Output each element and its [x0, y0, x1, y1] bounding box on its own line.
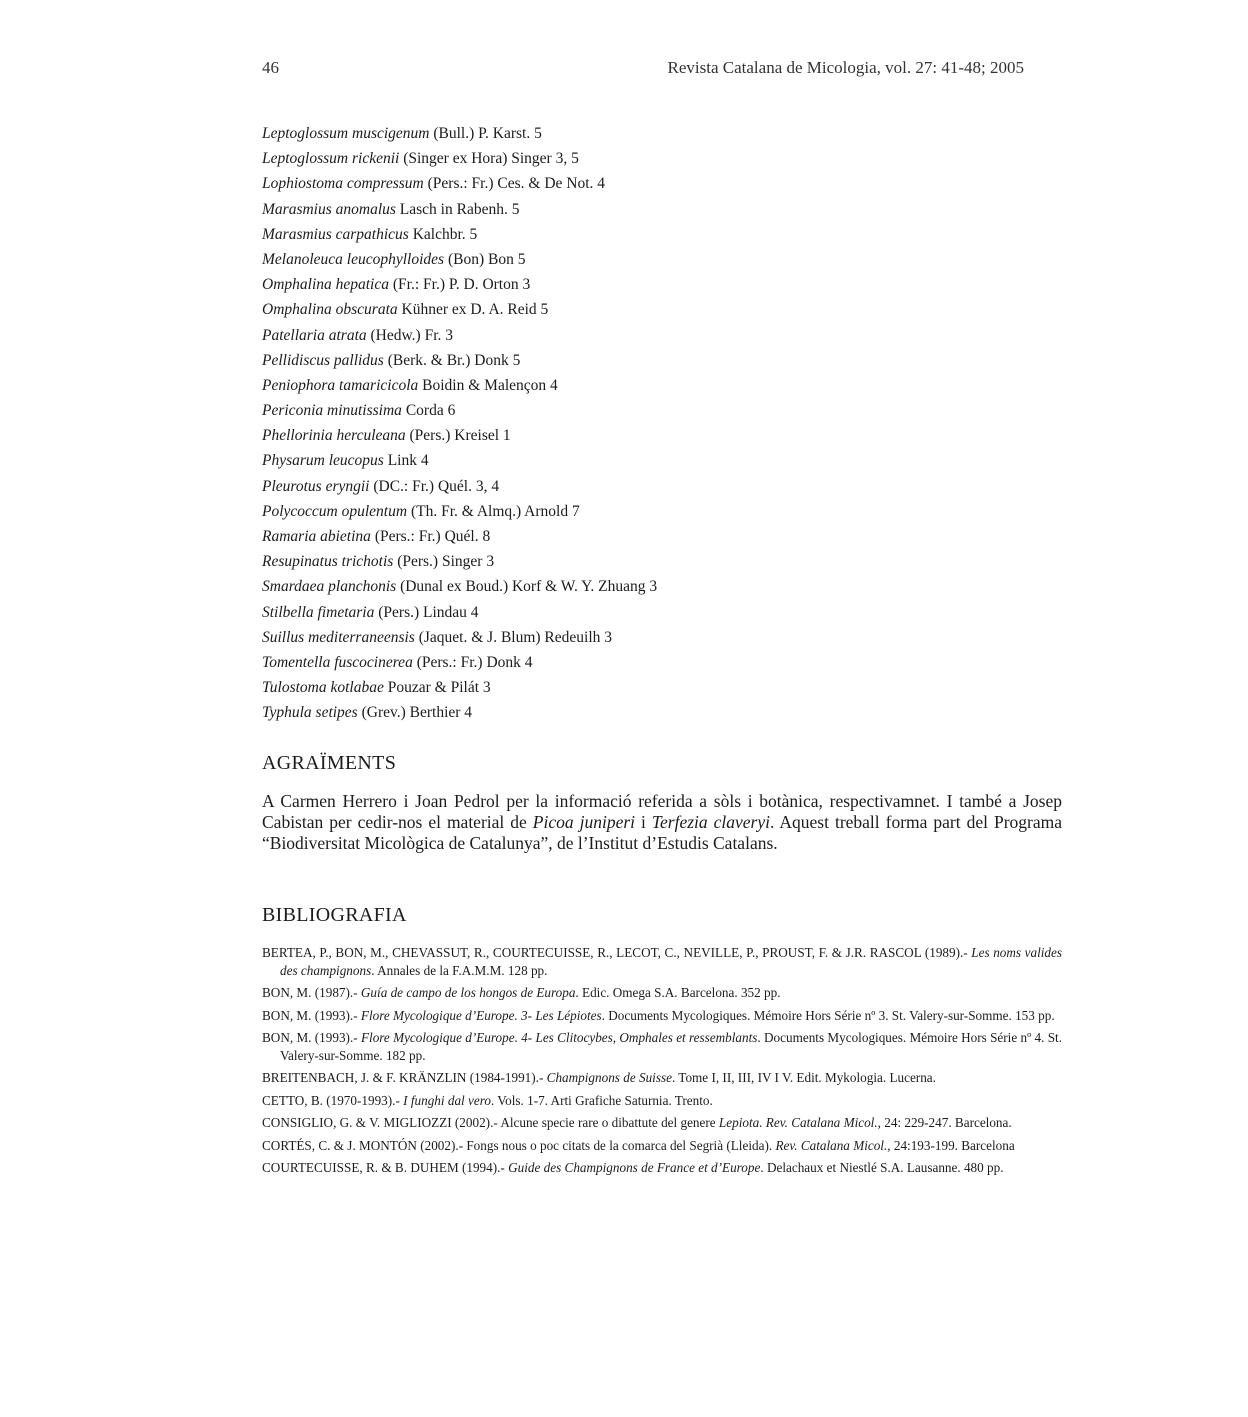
species-entry	[262, 197, 1062, 222]
bib-title: Champignons de Suisse	[546, 1070, 672, 1085]
species-authority: Kalchbr. 5	[408, 225, 478, 243]
bibliography-entry	[262, 1029, 1062, 1064]
bib-details: . Documents Mycologiques. Mémoire Hors Série nº 3. St. Valery-sur-Somme. 153 pp.	[601, 1007, 1055, 1023]
species-authority: (DC.: Fr.) Quél. 3, 4	[369, 477, 500, 495]
ack-species-name: Picoa juniperi	[532, 812, 636, 832]
bib-authors: CETTO, B. (1970-1993).-	[262, 1092, 404, 1108]
species-authority: Pouzar & Pilát 3	[383, 679, 491, 697]
species-name: Leptoglossum rickenii	[262, 150, 400, 168]
species-authority: (Fr.: Fr.) P. D. Orton 3	[389, 276, 531, 294]
species-name: Tomentella fuscocinerea	[262, 653, 413, 671]
species-authority: Kühner ex D. A. Reid 5	[397, 301, 549, 319]
bib-authors: CORTÉS, C. & J. MONTÓN (2002).- Fongs nous o poc citats de la comarca del Segrià (Lleida).	[262, 1137, 776, 1153]
species-authority: Corda 6	[401, 402, 456, 420]
bib-authors: BERTEA, P., BON, M., CHEVASSUT, R., COURTECUISSE, R., LECOT, C., NEVILLE, P., PROUST, F. & J.R. RASCOL (1989).-	[262, 945, 972, 960]
species-authority: (Pers.) Kreisel 1	[405, 427, 511, 445]
species-entry	[262, 549, 1062, 574]
species-entry	[262, 247, 1062, 272]
species-entry	[262, 574, 1062, 599]
bib-authors: BON, M. (1993).-	[262, 1030, 361, 1045]
bibliography-entry	[262, 1137, 1062, 1155]
species-authority: (Bull.) P. Karst. 5	[429, 125, 542, 142]
species-name: Smardaea planchonis	[262, 578, 397, 596]
page-header	[262, 58, 1024, 82]
species-entry	[262, 474, 1062, 499]
species-entry	[262, 121, 1062, 146]
bibliography-heading: BIBLIOGRAFIA	[262, 904, 407, 926]
species-entry	[262, 423, 1062, 448]
species-name: Lophiostoma compressum	[262, 175, 424, 193]
species-name: Patellaria atrata	[262, 326, 367, 344]
bibliography-entry	[262, 1092, 1062, 1110]
species-authority: (Dunal ex Boud.) Korf & W. Y. Zhuang 3	[396, 578, 658, 596]
species-name: Tulostoma kotlabae	[262, 679, 384, 697]
species-name: Omphalina obscurata	[262, 301, 398, 319]
species-entry	[262, 650, 1062, 675]
bib-details: , 24:193-199. Barcelona	[887, 1137, 1015, 1153]
bibliography-entry	[262, 944, 1062, 979]
bib-title: Flore Mycologique d’Europe. 3- Les Lépiotes	[360, 1007, 602, 1023]
species-name: Pellidiscus pallidus	[262, 351, 384, 369]
bib-title: Rev. Catalana Micol.	[775, 1137, 888, 1153]
species-authority: (Bon) Bon 5	[444, 250, 526, 268]
species-authority: (Berk. & Br.) Donk 5	[383, 351, 521, 369]
species-entry	[262, 222, 1062, 247]
bib-details: . Edic. Omega S.A. Barcelona. 352 pp.	[575, 985, 781, 1000]
bib-authors: CONSIGLIO, G. & V. MIGLIOZZI (2002).- Alcune specie rare o dibattute del genere	[262, 1115, 719, 1130]
acknowledgements-heading: AGRAÏMENTS	[262, 752, 397, 774]
species-name: Polycoccum opulentum	[262, 502, 408, 520]
acknowledgements-text	[262, 791, 1062, 854]
bib-title: Flore Mycologique d’Europe. 4- Les Clitocybes, Omphales et ressemblants	[360, 1030, 758, 1045]
species-authority: Boidin & Malençon 4	[418, 376, 558, 394]
species-entry	[262, 524, 1062, 549]
species-name: Phellorinia herculeana	[262, 427, 406, 445]
bib-details: . Delachaux et Niestlé S.A. Lausanne. 480 pp.	[760, 1160, 1004, 1175]
species-entry	[262, 398, 1062, 423]
species-name: Peniophora tamaricicola	[262, 376, 419, 394]
species-authority: (Singer ex Hora) Singer 3, 5	[399, 150, 579, 168]
species-entry	[262, 171, 1062, 196]
species-name: Resupinatus trichotis	[262, 553, 394, 571]
bib-title: I funghi dal vero	[403, 1092, 491, 1108]
species-name: Physarum leucopus	[262, 452, 384, 470]
species-entry	[262, 448, 1062, 473]
species-name: Omphalina hepatica	[262, 276, 389, 294]
ack-text-part: i	[635, 812, 652, 832]
species-authority: (Pers.: Fr.) Ces. & De Not. 4	[423, 175, 606, 193]
ack-text-part: . Aquest treball forma part del Programa “Biodiversitat Micològica de Catalunya”, de l’Institut d’Estudis Catalans.	[262, 812, 1063, 853]
bib-title: Guía de campo de los hongos de Europa	[360, 985, 576, 1000]
species-name: Suillus mediterraneensis	[262, 628, 415, 646]
bibliography-entry	[262, 1114, 1062, 1132]
species-name: Leptoglossum muscigenum	[262, 125, 430, 142]
species-entry	[262, 373, 1062, 398]
species-entry	[262, 297, 1062, 322]
bib-authors: BON, M. (1987).-	[262, 985, 361, 1000]
species-name: Melanoleuca leucophylloides	[262, 250, 445, 268]
species-authority: (Pers.) Lindau 4	[374, 603, 479, 621]
bib-details: . Vols. 1-7. Arti Grafiche Saturnia. Trento.	[490, 1092, 713, 1108]
page-number: 46	[262, 58, 279, 77]
species-authority: Link 4	[383, 452, 429, 470]
species-authority: (Pers.) Singer 3	[393, 553, 495, 571]
species-name: Marasmius anomalus	[262, 200, 396, 218]
species-entry	[262, 323, 1062, 348]
species-authority: (Th. Fr. & Almq.) Arnold 7	[407, 502, 580, 520]
species-entry	[262, 600, 1062, 625]
bib-details: . Documents Mycologiques. Mémoire Hors Série nº 4. St. Valery-sur-Somme. 182 pp.	[280, 1030, 1063, 1063]
species-name: Periconia minutissima	[262, 402, 402, 420]
species-entry	[262, 625, 1062, 650]
bibliography-entry	[262, 1069, 1062, 1087]
bibliography-entry	[262, 1159, 1062, 1177]
ack-species-name: Terfezia claveryi	[651, 812, 770, 832]
species-authority: (Grev.) Berthier 4	[357, 704, 473, 722]
species-authority: (Jaquet. & J. Blum) Redeuilh 3	[414, 628, 613, 646]
ack-text-part: A Carmen Herrero i Joan Pedrol per la informació referida a sòls i botànica, respectivamnet. I també a Josep Cabistan per cedir-nos el material de	[262, 791, 1062, 832]
species-authority: (Pers.: Fr.) Quél. 8	[370, 528, 491, 545]
species-name: Typhula setipes	[262, 704, 358, 722]
bibliography-entry	[262, 1007, 1062, 1025]
bib-title: Guide des Champignons de France et d’Europe	[508, 1160, 761, 1175]
species-authority: (Pers.: Fr.) Donk 4	[412, 653, 533, 671]
species-entry	[262, 146, 1062, 171]
bib-title: Lepiota. Rev. Catalana Micol.	[718, 1115, 878, 1130]
species-entry	[262, 272, 1062, 297]
bibliography-entry	[262, 984, 1062, 1002]
species-authority: Lasch in Rabenh. 5	[395, 200, 520, 218]
bib-authors: BON, M. (1993).-	[262, 1007, 361, 1023]
species-name: Ramaria abietina	[262, 528, 371, 545]
species-entry	[262, 700, 1062, 725]
species-name: Pleurotus eryngii	[262, 477, 370, 495]
species-entry	[262, 348, 1062, 373]
species-entry	[262, 499, 1062, 524]
bib-details: . Tome I, II, III, IV I V. Edit. Mykologia. Lucerna.	[671, 1070, 936, 1085]
species-name: Marasmius carpathicus	[262, 225, 409, 243]
journal-citation: Revista Catalana de Micologia, vol. 27: 41-48; 2005	[667, 58, 1024, 77]
species-authority: (Hedw.) Fr. 3	[366, 326, 454, 344]
species-entry	[262, 675, 1062, 700]
bibliography-list	[262, 944, 1062, 1182]
species-name: Stilbella fimetaria	[262, 603, 375, 621]
bib-authors: COURTECUISSE, R. & B. DUHEM (1994).-	[262, 1160, 509, 1175]
bib-details: , 24: 229-247. Barcelona.	[877, 1115, 1012, 1130]
species-list	[262, 121, 1062, 726]
bib-title: Les noms valides des champignons	[280, 945, 1062, 978]
bib-authors: BREITENBACH, J. & F. KRÄNZLIN (1984-1991).-	[262, 1070, 547, 1085]
bib-details: . Annales de la F.A.M.M. 128 pp.	[371, 962, 548, 978]
